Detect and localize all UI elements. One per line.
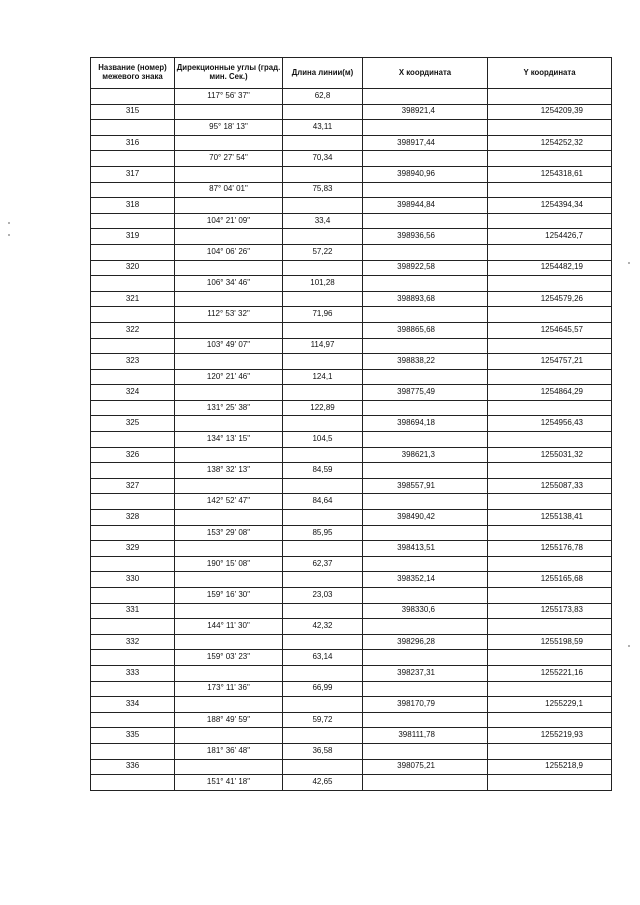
cell-length: 124,1 — [283, 369, 363, 385]
table-row-segment — [91, 213, 612, 229]
cell-name — [91, 338, 175, 354]
cell-name — [91, 213, 175, 229]
cell-name — [91, 681, 175, 697]
cell-name — [91, 400, 175, 416]
cell-length: 70,34 — [283, 151, 363, 167]
cell-angle: 131° 25' 38" — [175, 400, 283, 416]
cell-name — [91, 712, 175, 728]
table-row-point — [91, 603, 612, 619]
cell-length: 71,96 — [283, 307, 363, 323]
cell-angle: 159° 16' 30" — [175, 588, 283, 604]
scan-speck — [628, 262, 630, 264]
cell-x — [363, 619, 488, 635]
cell-name — [91, 588, 175, 604]
cell-name — [91, 525, 175, 541]
cell-name — [91, 743, 175, 759]
cell-name — [91, 307, 175, 323]
cell-y: 1255165,68 — [488, 572, 612, 588]
cell-name: 330 — [91, 572, 175, 588]
header-y: Y координата — [488, 58, 612, 89]
cell-name: 315 — [91, 104, 175, 120]
cell-length — [283, 260, 363, 276]
cell-y: 1254645,57 — [488, 322, 612, 338]
cell-y: 1255176,78 — [488, 541, 612, 557]
cell-angle — [175, 603, 283, 619]
cell-angle — [175, 198, 283, 214]
cell-name — [91, 432, 175, 448]
cell-name: 317 — [91, 166, 175, 182]
scan-speck — [8, 234, 10, 236]
cell-x — [363, 307, 488, 323]
cell-y: 1254579,26 — [488, 291, 612, 307]
cell-angle — [175, 478, 283, 494]
table-row-segment — [91, 432, 612, 448]
header-name: Название (номер) межевого знака — [91, 58, 175, 89]
cell-name: 323 — [91, 354, 175, 370]
cell-y — [488, 775, 612, 791]
cell-length: 66,99 — [283, 681, 363, 697]
cell-name — [91, 494, 175, 510]
cell-angle — [175, 354, 283, 370]
cell-angle — [175, 572, 283, 588]
cell-length: 84,64 — [283, 494, 363, 510]
table-row-segment — [91, 712, 612, 728]
cell-length: 33,4 — [283, 213, 363, 229]
table-row-point — [91, 354, 612, 370]
cell-y: 1254426,7 — [488, 229, 612, 245]
table-row-point — [91, 541, 612, 557]
cell-angle — [175, 135, 283, 151]
cell-x — [363, 400, 488, 416]
cell-length: 104,5 — [283, 432, 363, 448]
cell-y — [488, 213, 612, 229]
cell-name — [91, 650, 175, 666]
cell-name: 332 — [91, 634, 175, 650]
cell-x: 398940,96 — [363, 166, 488, 182]
cell-name — [91, 244, 175, 260]
cell-angle — [175, 541, 283, 557]
cell-y: 1254956,43 — [488, 416, 612, 432]
cell-x — [363, 213, 488, 229]
cell-y — [488, 556, 612, 572]
cell-angle: 70° 27' 54" — [175, 151, 283, 167]
cell-x — [363, 588, 488, 604]
cell-x: 398075,21 — [363, 759, 488, 775]
cell-angle — [175, 634, 283, 650]
cell-y — [488, 588, 612, 604]
cell-x — [363, 182, 488, 198]
cell-angle: 159° 03' 23" — [175, 650, 283, 666]
table-row-point — [91, 572, 612, 588]
cell-length — [283, 229, 363, 245]
cell-x — [363, 463, 488, 479]
table-row-point — [91, 385, 612, 401]
cell-x: 398490,42 — [363, 510, 488, 526]
cell-length: 75,83 — [283, 182, 363, 198]
table-row-segment — [91, 244, 612, 260]
table-row-point — [91, 634, 612, 650]
cell-length: 85,95 — [283, 525, 363, 541]
cell-y — [488, 712, 612, 728]
cell-x — [363, 650, 488, 666]
cell-name — [91, 120, 175, 136]
table-row-segment — [91, 619, 612, 635]
cell-x — [363, 338, 488, 354]
cell-name: 333 — [91, 665, 175, 681]
cell-y — [488, 182, 612, 198]
cell-angle: 106° 34' 46" — [175, 276, 283, 292]
cell-x: 398865,68 — [363, 322, 488, 338]
table-row-segment — [91, 120, 612, 136]
cell-x: 398922,58 — [363, 260, 488, 276]
coordinates-sheet — [90, 57, 611, 791]
cell-y — [488, 650, 612, 666]
cell-x — [363, 151, 488, 167]
cell-length: 42,65 — [283, 775, 363, 791]
cell-angle — [175, 759, 283, 775]
cell-angle: 103° 49' 07" — [175, 338, 283, 354]
cell-x — [363, 494, 488, 510]
table-row-point — [91, 728, 612, 744]
cell-angle: 134° 13' 15" — [175, 432, 283, 448]
cell-x: 398413,51 — [363, 541, 488, 557]
cell-x: 398775,49 — [363, 385, 488, 401]
cell-name — [91, 182, 175, 198]
cell-angle — [175, 166, 283, 182]
cell-y — [488, 400, 612, 416]
cell-y: 1254209,39 — [488, 104, 612, 120]
cell-angle: 190° 15' 08" — [175, 556, 283, 572]
cell-length: 84,59 — [283, 463, 363, 479]
cell-x — [363, 775, 488, 791]
cell-length — [283, 354, 363, 370]
cell-x: 398893,68 — [363, 291, 488, 307]
cell-angle — [175, 385, 283, 401]
cell-y — [488, 743, 612, 759]
cell-angle: 104° 06' 26" — [175, 244, 283, 260]
table-row-segment — [91, 743, 612, 759]
cell-length: 101,28 — [283, 276, 363, 292]
cell-y — [488, 619, 612, 635]
cell-length — [283, 135, 363, 151]
cell-name: 328 — [91, 510, 175, 526]
cell-angle — [175, 697, 283, 713]
cell-length — [283, 416, 363, 432]
header-x: X координата — [363, 58, 488, 89]
cell-length — [283, 198, 363, 214]
cell-length: 62,37 — [283, 556, 363, 572]
cell-y — [488, 244, 612, 260]
cell-angle: 151° 41' 18" — [175, 775, 283, 791]
table-row-point — [91, 198, 612, 214]
cell-y: 1254318,61 — [488, 166, 612, 182]
table-row-segment — [91, 588, 612, 604]
cell-x: 398170,79 — [363, 697, 488, 713]
cell-length — [283, 510, 363, 526]
scan-speck — [628, 645, 630, 647]
cell-name: 334 — [91, 697, 175, 713]
cell-name: 325 — [91, 416, 175, 432]
cell-name — [91, 619, 175, 635]
cell-angle — [175, 104, 283, 120]
cell-angle — [175, 322, 283, 338]
cell-name: 329 — [91, 541, 175, 557]
cell-x — [363, 276, 488, 292]
cell-y: 1254482,19 — [488, 260, 612, 276]
cell-name: 335 — [91, 728, 175, 744]
cell-length — [283, 665, 363, 681]
cell-y: 1255138,41 — [488, 510, 612, 526]
cell-y: 1255087,33 — [488, 478, 612, 494]
table-row-point — [91, 229, 612, 245]
cell-name: 324 — [91, 385, 175, 401]
cell-y: 1254757,21 — [488, 354, 612, 370]
cell-x: 398838,22 — [363, 354, 488, 370]
table-row-point — [91, 166, 612, 182]
cell-name: 318 — [91, 198, 175, 214]
cell-name: 326 — [91, 447, 175, 463]
cell-length: 57,22 — [283, 244, 363, 260]
cell-length: 114,97 — [283, 338, 363, 354]
cell-angle — [175, 229, 283, 245]
cell-name — [91, 369, 175, 385]
cell-length: 59,72 — [283, 712, 363, 728]
cell-y: 1254394,34 — [488, 198, 612, 214]
cell-x: 398296,28 — [363, 634, 488, 650]
cell-name: 322 — [91, 322, 175, 338]
cell-length: 43,11 — [283, 120, 363, 136]
cell-y: 1255229,1 — [488, 697, 612, 713]
cell-x — [363, 369, 488, 385]
cell-x: 398111,78 — [363, 728, 488, 744]
cell-y: 1255173,83 — [488, 603, 612, 619]
cell-name: 320 — [91, 260, 175, 276]
table-header-row — [91, 58, 612, 89]
cell-y: 1254864,29 — [488, 385, 612, 401]
cell-angle: 188° 49' 59" — [175, 712, 283, 728]
cell-y — [488, 276, 612, 292]
cell-y — [488, 338, 612, 354]
cell-x — [363, 681, 488, 697]
cell-length — [283, 322, 363, 338]
cell-y — [488, 463, 612, 479]
table-row-segment — [91, 525, 612, 541]
cell-angle: 173° 11' 36" — [175, 681, 283, 697]
cell-name: 327 — [91, 478, 175, 494]
header-angle: Дирекционные углы (град. мин. Сек.) — [175, 58, 283, 89]
cell-angle: 112° 53' 32" — [175, 307, 283, 323]
cell-y — [488, 494, 612, 510]
cell-x: 398237,31 — [363, 665, 488, 681]
cell-length: 62,8 — [283, 89, 363, 105]
cell-name — [91, 89, 175, 105]
cell-name: 331 — [91, 603, 175, 619]
cell-angle: 117° 56' 37" — [175, 89, 283, 105]
table-row-segment — [91, 307, 612, 323]
cell-angle: 120° 21' 46" — [175, 369, 283, 385]
boundary-points-table — [90, 57, 612, 791]
table-row-point — [91, 447, 612, 463]
table-row-segment — [91, 775, 612, 791]
cell-length — [283, 166, 363, 182]
cell-length: 36,58 — [283, 743, 363, 759]
cell-length — [283, 385, 363, 401]
table-row-point — [91, 478, 612, 494]
cell-name — [91, 775, 175, 791]
cell-angle — [175, 260, 283, 276]
cell-angle — [175, 510, 283, 526]
cell-length — [283, 478, 363, 494]
cell-x — [363, 89, 488, 105]
table-row-segment — [91, 400, 612, 416]
cell-x: 398621,3 — [363, 447, 488, 463]
cell-name — [91, 556, 175, 572]
cell-length: 63,14 — [283, 650, 363, 666]
cell-y: 1255218,9 — [488, 759, 612, 775]
cell-name — [91, 151, 175, 167]
table-row-point — [91, 510, 612, 526]
table-row-segment — [91, 681, 612, 697]
table-row-segment — [91, 338, 612, 354]
cell-length — [283, 759, 363, 775]
cell-y: 1255031,32 — [488, 447, 612, 463]
cell-angle: 142° 52' 47" — [175, 494, 283, 510]
cell-name — [91, 463, 175, 479]
cell-y — [488, 151, 612, 167]
cell-y — [488, 681, 612, 697]
table-row-point — [91, 291, 612, 307]
cell-length: 23,03 — [283, 588, 363, 604]
cell-name: 319 — [91, 229, 175, 245]
cell-y — [488, 369, 612, 385]
cell-angle: 153° 29' 08" — [175, 525, 283, 541]
table-row-point — [91, 104, 612, 120]
cell-y — [488, 120, 612, 136]
table-row-segment — [91, 494, 612, 510]
cell-angle: 138° 32' 13" — [175, 463, 283, 479]
cell-length — [283, 728, 363, 744]
cell-angle: 144° 11' 30" — [175, 619, 283, 635]
table-row-segment — [91, 182, 612, 198]
cell-length — [283, 541, 363, 557]
cell-length: 122,89 — [283, 400, 363, 416]
table-row-point — [91, 322, 612, 338]
cell-x — [363, 743, 488, 759]
cell-angle: 104° 21' 09" — [175, 213, 283, 229]
cell-length — [283, 291, 363, 307]
cell-x — [363, 432, 488, 448]
cell-x — [363, 244, 488, 260]
cell-x: 398944,84 — [363, 198, 488, 214]
table-row-point — [91, 665, 612, 681]
table-row-point — [91, 135, 612, 151]
cell-y — [488, 307, 612, 323]
cell-x: 398330,6 — [363, 603, 488, 619]
table-row-segment — [91, 556, 612, 572]
cell-angle — [175, 728, 283, 744]
cell-y — [488, 432, 612, 448]
cell-length — [283, 447, 363, 463]
cell-x — [363, 120, 488, 136]
cell-length — [283, 634, 363, 650]
cell-length — [283, 572, 363, 588]
table-row-segment — [91, 89, 612, 105]
scan-speck — [8, 222, 10, 224]
cell-x — [363, 525, 488, 541]
table-row-point — [91, 759, 612, 775]
table-row-segment — [91, 276, 612, 292]
table-row-segment — [91, 151, 612, 167]
cell-angle: 87° 04' 01" — [175, 182, 283, 198]
cell-y: 1255219,93 — [488, 728, 612, 744]
cell-length — [283, 603, 363, 619]
cell-x: 398921,4 — [363, 104, 488, 120]
cell-x — [363, 556, 488, 572]
header-length: Длина линии(м) — [283, 58, 363, 89]
cell-x: 398917,44 — [363, 135, 488, 151]
cell-x — [363, 712, 488, 728]
table-row-segment — [91, 650, 612, 666]
cell-name: 316 — [91, 135, 175, 151]
table-row-segment — [91, 463, 612, 479]
cell-y — [488, 89, 612, 105]
cell-angle: 95° 18' 13" — [175, 120, 283, 136]
cell-angle — [175, 447, 283, 463]
cell-x: 398557,91 — [363, 478, 488, 494]
cell-length: 42,32 — [283, 619, 363, 635]
table-row-point — [91, 697, 612, 713]
cell-y — [488, 525, 612, 541]
cell-x: 398936,56 — [363, 229, 488, 245]
cell-y: 1254252,32 — [488, 135, 612, 151]
table-row-point — [91, 416, 612, 432]
cell-name — [91, 276, 175, 292]
table-row-segment — [91, 369, 612, 385]
cell-name: 321 — [91, 291, 175, 307]
cell-angle: 181° 36' 48" — [175, 743, 283, 759]
cell-angle — [175, 291, 283, 307]
cell-x: 398694,18 — [363, 416, 488, 432]
table-row-point — [91, 260, 612, 276]
cell-x: 398352,14 — [363, 572, 488, 588]
cell-y: 1255221,16 — [488, 665, 612, 681]
cell-length — [283, 697, 363, 713]
cell-y: 1255198,59 — [488, 634, 612, 650]
cell-angle — [175, 665, 283, 681]
cell-name: 336 — [91, 759, 175, 775]
cell-length — [283, 104, 363, 120]
cell-angle — [175, 416, 283, 432]
